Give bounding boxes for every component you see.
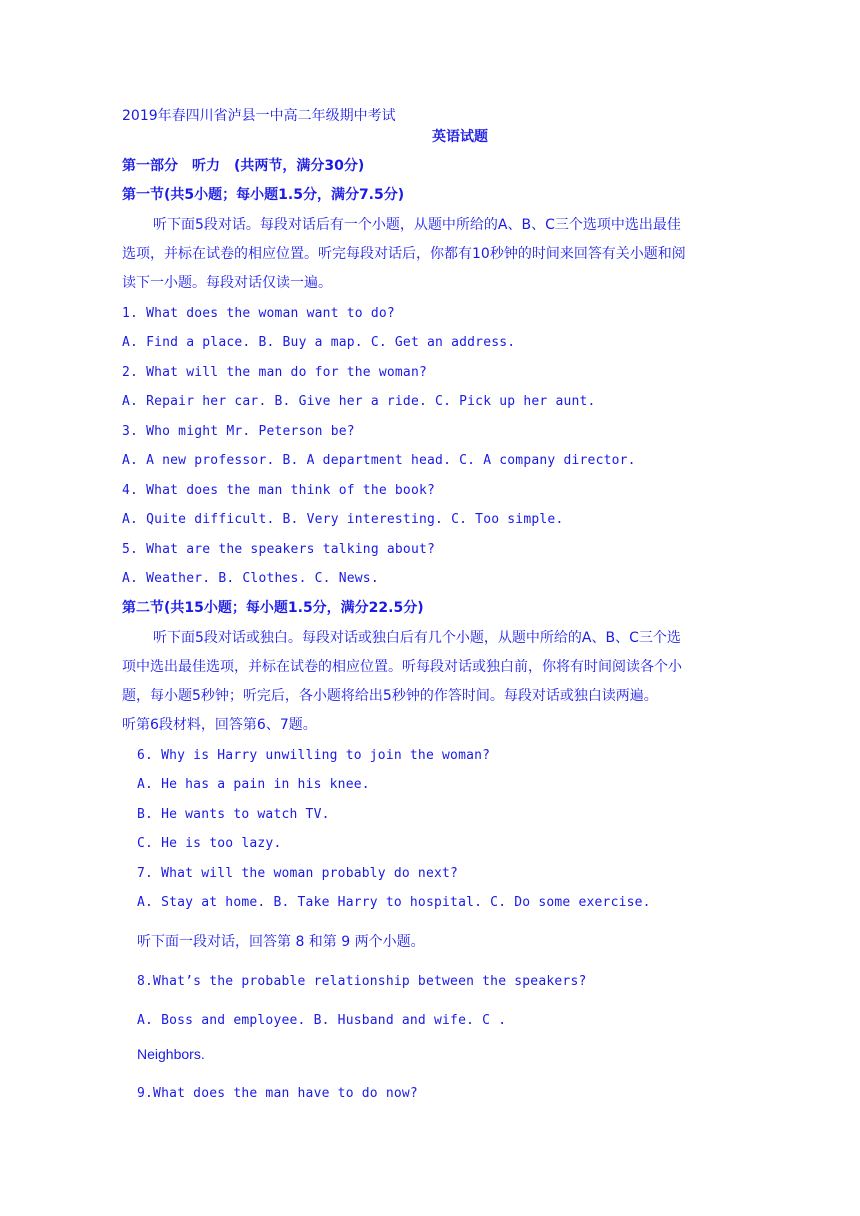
question-4-options: A. Quite difficult. B. Very interesting. C. Too simple. [122, 512, 564, 527]
section1-instruction-line: 选项，并标在试卷的相应位置。听完每段对话后，你都有10秒钟的时间来回答有关小题和阅 [122, 246, 686, 262]
section1-instruction-line: 读下一小题。每段对话仅读一遍。 [122, 275, 332, 291]
material-7-instruction: 听下面一段对话，回答第 8 和第 9 两个小题。 [137, 934, 425, 950]
question-9: 9.What does the man have to do now? [137, 1086, 418, 1101]
question-5: 5. What are the speakers talking about? [122, 542, 436, 557]
question-2-options: A. Repair her car. B. Give her a ride. C. Pick up her aunt. [122, 394, 596, 409]
question-8-options: A. Boss and employee. B. Husband and wife. C . [137, 1013, 507, 1028]
question-4: 4. What does the man think of the book? [122, 483, 436, 498]
question-6: 6. Why is Harry unwilling to join the woman? [137, 748, 491, 763]
section2-heading: 第二节(共15小题；每小题1.5分，满分22.5分) [122, 600, 424, 616]
exam-title: 2019年春四川省泸县一中高二年级期中考试 [122, 108, 396, 124]
subject-title: 英语试题 [432, 129, 488, 145]
question-7-options: A. Stay at home. B. Take Harry to hospital. C. Do some exercise. [137, 895, 651, 910]
part1-heading: 第一部分 听力 (共两节，满分30分) [122, 158, 365, 174]
question-8-options-continued: Neighbors. [137, 1046, 205, 1062]
question-6-option-a: A. He has a pain in his knee. [137, 777, 370, 792]
question-1-options: A. Find a place. B. Buy a map. C. Get an address. [122, 335, 516, 350]
section2-instruction-line: 题，每小题5秒钟；听完后，各小题将给出5秒钟的作答时间。每段对话或独白读两遍。 [122, 688, 658, 704]
question-3: 3. Who might Mr. Peterson be? [122, 424, 355, 439]
question-6-option-b: B. He wants to watch TV. [137, 807, 330, 822]
question-8: 8.What’s the probable relationship between the speakers? [137, 974, 587, 989]
section1-instruction-line: 听下面5段对话。每段对话后有一个小题，从题中所给的A、B、C三个选项中选出最佳 [153, 217, 681, 233]
material-6-instruction: 听第6段材料，回答第6、7题。 [122, 717, 317, 733]
question-3-options: A. A new professor. B. A department head. C. A company director. [122, 453, 636, 468]
question-2: 2. What will the man do for the woman? [122, 365, 428, 380]
question-1: 1. What does the woman want to do? [122, 306, 395, 321]
question-7: 7. What will the woman probably do next? [137, 866, 459, 881]
question-6-option-c: C. He is too lazy. [137, 836, 282, 851]
section2-instruction-line: 听下面5段对话或独白。每段对话或独白后有几个小题，从题中所给的A、B、C三个选 [153, 630, 681, 646]
question-5-options: A. Weather. B. Clothes. C. News. [122, 571, 379, 586]
section2-instruction-line: 项中选出最佳选项，并标在试卷的相应位置。听每段对话或独白前，你将有时间阅读各个小 [122, 659, 682, 675]
section1-heading: 第一节(共5小题；每小题1.5分，满分7.5分) [122, 187, 405, 203]
